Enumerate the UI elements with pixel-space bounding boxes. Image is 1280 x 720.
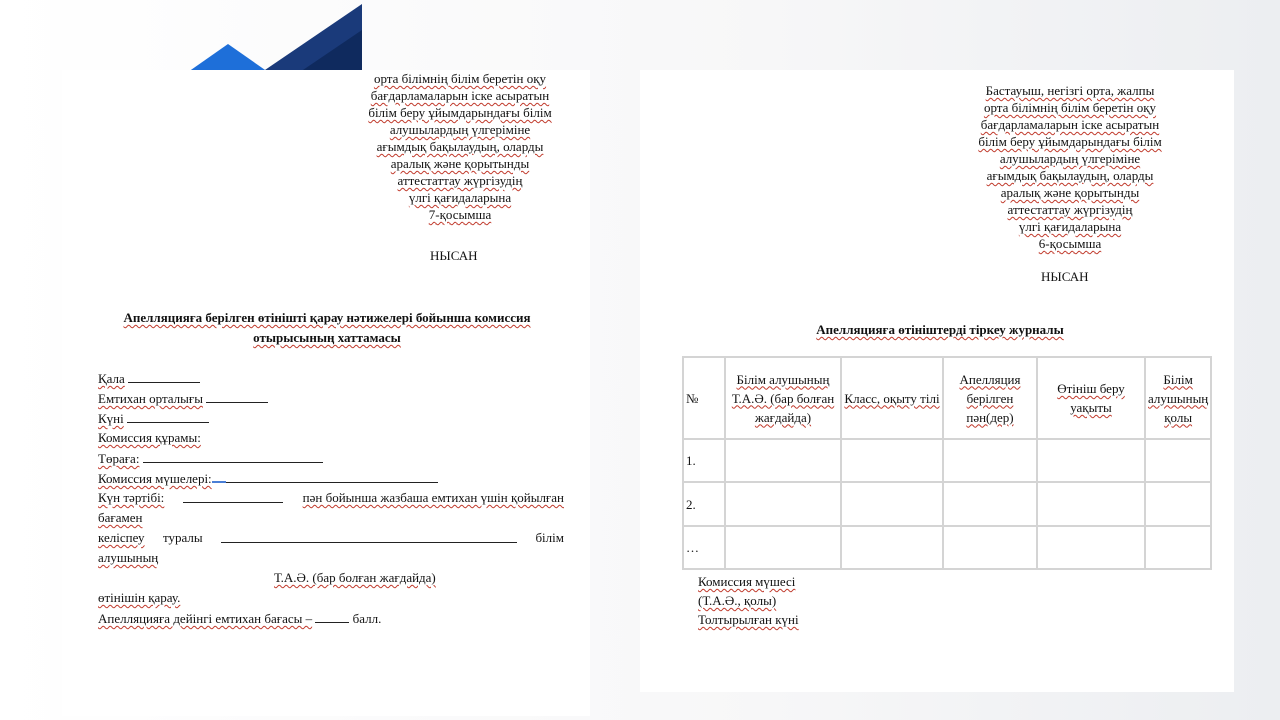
table-cell[interactable] (1145, 526, 1211, 569)
annex-number: 6-қосымша (1038, 236, 1102, 251)
header-cell-number: № (683, 357, 725, 439)
header-line: орта білімнің білім беретін оқу (983, 100, 1157, 115)
journal-title (720, 320, 1160, 340)
points-label: балл. (352, 611, 382, 626)
signature-line-2: (Т.А.Ә., қолы) (698, 593, 777, 608)
journal-title-text: Апелляцияға өтініштерді тіркеу журналы (816, 322, 1064, 337)
header-line: білім беру ұйымдарындағы білім (978, 134, 1162, 149)
signature-line-1: Комиссия мүшесі (698, 574, 796, 589)
header-line: бағдарламаларын іске асыратын (980, 117, 1160, 132)
header-cell-signature: Білім алушының қолы (1145, 357, 1211, 439)
agenda-cont-text: бағамен (98, 510, 143, 525)
decorative-corner-graphic (0, 0, 362, 72)
header-line: алушылардың үлгеріміне (999, 151, 1141, 166)
table-cell[interactable] (943, 526, 1037, 569)
agenda-field (98, 488, 564, 508)
table-cell[interactable] (725, 526, 841, 569)
disagree-text: келіспеу (98, 530, 145, 545)
student-word: білім (535, 530, 564, 545)
table-cell[interactable] (1145, 439, 1211, 482)
header-line: орта білімнің білім беретін оқу (373, 71, 547, 86)
consider-line (98, 588, 180, 608)
table-row (683, 526, 1211, 569)
chair-field (98, 448, 323, 469)
header-cell-student-name: Білім алушының Т.А.Ә. (бар болған жағдайда) (725, 357, 841, 439)
table-cell[interactable] (725, 439, 841, 482)
about-text: туралы (162, 530, 203, 545)
grade-blank[interactable] (315, 608, 349, 623)
city-blank[interactable] (128, 368, 200, 383)
table-cell[interactable] (725, 482, 841, 526)
table-cell[interactable] (841, 526, 943, 569)
header-cell-subjects: Апелляция берілген пән(дер) (943, 357, 1037, 439)
commission-label: Комиссия құрамы: (98, 430, 201, 445)
table-cell[interactable] (1037, 439, 1145, 482)
table-cell[interactable] (943, 482, 1037, 526)
title-line-2: отырысының хаттамасы (253, 330, 401, 345)
row-number: … (683, 526, 725, 569)
table-cell[interactable] (1037, 526, 1145, 569)
title-line-1: Апелляцияға берілген өтінішті қарау нәтижелері бойынша комиссия (123, 310, 531, 325)
table-row (683, 439, 1211, 482)
header-line: үлгі қағидаларына (1018, 219, 1122, 234)
members-blank[interactable] (226, 468, 438, 483)
city-field (98, 368, 200, 389)
exam-center-blank[interactable] (206, 388, 268, 403)
day-label: Күні (98, 411, 124, 426)
document-page-journal (640, 70, 1234, 692)
commission-field (98, 428, 201, 448)
day-field (98, 408, 209, 429)
header-line: аралық және қорытынды (1000, 185, 1140, 200)
header-cell-time: Өтініш беру уақыты (1037, 357, 1145, 439)
form-label: НЫСАН (1041, 269, 1089, 284)
day-blank[interactable] (127, 408, 209, 423)
exam-center-label: Емтихан орталығы (98, 391, 203, 406)
table-cell[interactable] (841, 439, 943, 482)
annex-number: 7-қосымша (428, 207, 492, 222)
members-label: Комиссия мүшелері: (98, 471, 212, 486)
exam-center-field (98, 388, 268, 409)
table-cell[interactable] (841, 482, 943, 526)
header-cell-class: Класс, оқыту тілі (841, 357, 943, 439)
document-page-protocol (62, 70, 590, 716)
grade-before-label: Апелляцияға дейінгі емтихан бағасы – (98, 611, 313, 626)
header-line: алушылардың үлгеріміне (389, 122, 531, 137)
table-cell[interactable] (1145, 482, 1211, 526)
row-number: 2. (683, 482, 725, 526)
header-line: бағдарламаларын іске асыратын (370, 88, 550, 103)
agenda-text: пән бойынша жазбаша емтихан үшін қойылған (302, 490, 564, 505)
members-field (98, 468, 438, 489)
signature-block (698, 572, 799, 629)
journal-table (682, 356, 1212, 570)
row-number: 1. (683, 439, 725, 482)
document-title (92, 308, 562, 348)
subject-blank[interactable] (183, 488, 283, 503)
student-word-line (98, 548, 158, 568)
signature-line-3: Толтырылған күні (698, 612, 799, 627)
fio-note-text: Т.А.Ә. (бар болған жағдайда) (274, 570, 436, 585)
table-cell[interactable] (943, 439, 1037, 482)
consider-text: өтінішін қарау. (98, 590, 181, 605)
members-cursor-mark (212, 469, 226, 483)
header-line: ағымдық бақылаудың, оларды (376, 139, 544, 154)
grade-before-field (98, 608, 381, 629)
city-label: Қала (98, 371, 125, 386)
table-cell[interactable] (1037, 482, 1145, 526)
chair-label: Төраға: (98, 451, 140, 466)
agenda-label: Күн тәртібі: (98, 490, 165, 505)
table-row (683, 482, 1211, 526)
disagree-line (98, 528, 564, 548)
student-word-2: алушының (98, 550, 159, 565)
annex-header (940, 82, 1200, 252)
header-line: ағымдық бақылаудың, оларды (986, 168, 1154, 183)
agenda-continuation (98, 508, 142, 528)
header-line: аттестаттау жүргізудің (1007, 202, 1133, 217)
header-line: үлгі қағидаларына (408, 190, 512, 205)
fio-note (274, 568, 436, 588)
header-line: аралық және қорытынды (390, 156, 530, 171)
header-line: Бастауыш, негізгі орта, жалпы (985, 83, 1155, 98)
chair-blank[interactable] (143, 448, 323, 463)
table-header-row (683, 357, 1211, 439)
header-line: аттестаттау жүргізудің (397, 173, 523, 188)
student-name-blank[interactable] (221, 528, 517, 543)
annex-header (330, 70, 590, 223)
form-label: НЫСАН (430, 248, 478, 263)
header-line: білім беру ұйымдарындағы білім (368, 105, 552, 120)
